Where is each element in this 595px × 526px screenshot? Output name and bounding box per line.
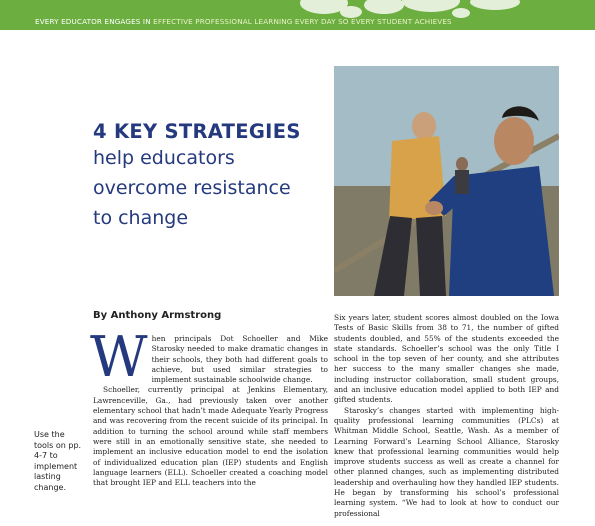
title-line: to change [93, 207, 189, 229]
header-decoration [470, 0, 520, 10]
header-band [0, 0, 595, 30]
article-paragraph: Schoeller, currently principal at Jenkins Elementary, Lawrenceville, Ga., had previously taken over another elementary school that hadn’t made Adequate Yearly Progress and was recovering from the recent suicide of its principal. In addition to turning the school around while staff members were still in an emotionally sensitive state, she needed to implement an inclusive education model to end the isolation of individualized education plan (IEP) students and English language learners (ELL). Schoeller created a coaching model that brought IEP and ELL teachers into the [93, 385, 328, 488]
tug-of-war-photo [334, 66, 559, 296]
article-paragraph: Starosky’s changes started with implementing high-quality professional learning communities (PLCs) at Whitman Middle School, Seattle, Wash. As a member of Learning Forward’s Learning School Alliance, Starosky knew that professional learning communities would help improve students success as well as create a channel for other planned changes, such as implementing distributed leadership and overhauling how they handled IEP students. He began by transforming his school’s professional learning system. “We had to look at how to conduct our professional [334, 405, 559, 518]
header-decoration [402, 0, 460, 12]
title-bold: 4 KEY STRATEGIES [93, 120, 301, 143]
header-decoration [452, 8, 470, 18]
drop-cap: W [90, 325, 148, 390]
tagline-highlight: EFFECTIVE PROFESSIONAL LEARNING EVERY DAY SO EVERY STUDENT ACHIEVES [153, 17, 452, 26]
article-paragraph: Six years later, student scores almost doubled on the Iowa Tests of Basic Skills from 38 to 71, the number of gifted students doubled, and 55% of the students exceeded the state standards. Schoeller’s school was the only Title I school in the top seven of her county, and she attributes her success to the many smaller changes she made, including instructor collaboration, small student groups, and an inclusive education model applied to both IEP and gifted students. [334, 313, 559, 405]
byline: By Anthony Armstrong [93, 310, 222, 321]
photo-illustration [334, 66, 559, 296]
article-paragraph [90, 325, 328, 390]
article-column-left [90, 325, 328, 488]
header-tagline [35, 17, 452, 26]
sidenote: Use the tools on pp. 4-7 to implement lasting change. [34, 430, 82, 492]
title-line: overcome resistance [93, 177, 291, 199]
tagline-prefix: EVERY EDUCATOR ENGAGES IN [35, 17, 154, 26]
header-decoration [364, 0, 404, 14]
article-column-right [334, 313, 559, 519]
article-title [93, 120, 323, 233]
title-line: help educators [93, 147, 235, 169]
paragraph-text: hen principals Dot Schoeller and Mike Starosky needed to make dramatic changes in their schools, they both had different goals to achieve, but used similar strategies to implement sustainable schoolwide change. [151, 334, 328, 385]
